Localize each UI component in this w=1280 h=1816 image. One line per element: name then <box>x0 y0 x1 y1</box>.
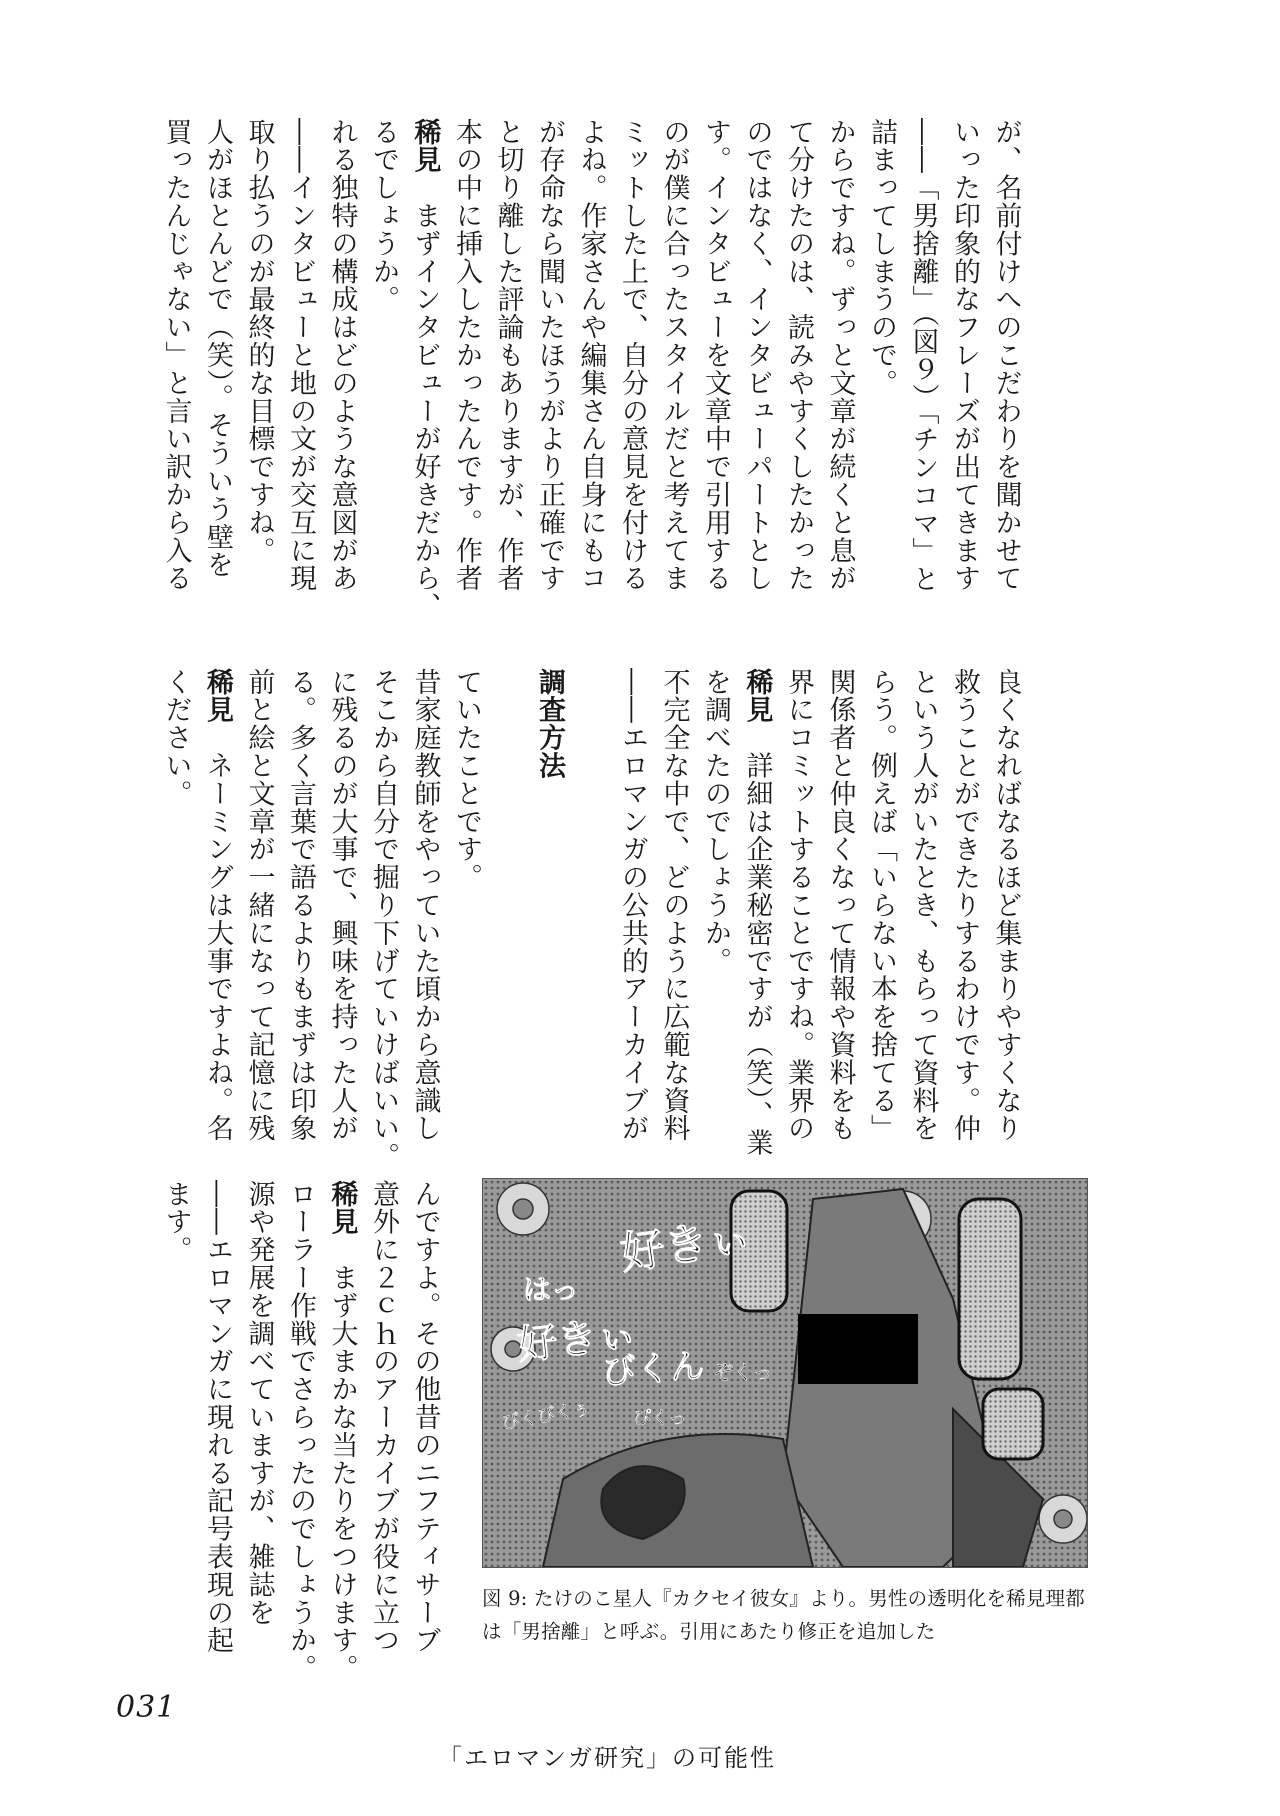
text-line <box>570 668 612 1128</box>
text-line: 稀見 まずインタビューが好きだから、 <box>409 118 441 621</box>
page-number: 031 <box>116 1690 177 1725</box>
censor-bar <box>798 1314 918 1384</box>
text-line: のが僕に合ったスタイルだと考えてま <box>658 118 690 593</box>
text-line: が存命なら聞いたほうがより正確です <box>534 118 565 593</box>
middle-text-block <box>155 668 1027 1171</box>
text-line: 稀見 詳細は企業秘密ですが（笑）、業 <box>741 668 773 1157</box>
text-line: 本の中に挿入したかったんです。作者 <box>451 118 482 593</box>
text-line: ていたことです。 <box>451 668 482 892</box>
text-line: ――エロマンガに現れる記号表現の起 <box>202 1180 233 1655</box>
text-line: が、名前付けへのこだわりを聞かせて <box>990 118 1022 593</box>
text-line: ――エロマンガの公共的アーカイブが <box>617 668 648 1143</box>
text-line: 意外に２ｃｈのアーカイブが役に立つ <box>368 1180 399 1655</box>
text-line: 詰まってしまうので。 <box>866 118 897 397</box>
sfx-text: ぴくっ <box>633 1408 687 1429</box>
text-line: ください。 <box>160 668 192 808</box>
text-line: 源や発展を調べていますが、雑誌を <box>243 1180 275 1627</box>
text-line: れる独特の構成はどのような意図があ <box>326 118 358 593</box>
text-line: ――インタビューと地の文が交互に現 <box>285 118 316 593</box>
text-line: という人がいたとき、もらって資料を <box>907 668 939 1143</box>
text-line: 取り払うのが最終的な目標ですね。 <box>243 118 275 565</box>
text-line: 界にコミットすることですね。業界の <box>783 668 814 1143</box>
figure-caption <box>482 1582 1092 1648</box>
text-line: 稀見 まず大まかな当たりをつけます。 <box>326 1180 358 1683</box>
text-line: 関係者と仲良くなって情報や資料をも <box>824 668 856 1143</box>
running-title: 「エロマンガ研究」の可能性 <box>438 1744 776 1772</box>
text-line: 前と絵と文章が一緒になって記憶に残 <box>243 668 275 1143</box>
text-line: に残るのが大事で、興味を持った人が <box>326 668 358 1143</box>
sfx-text: はっ <box>523 1273 580 1306</box>
sfx-text: びくびくぅ <box>500 1397 593 1434</box>
text-line <box>487 668 529 1128</box>
text-line: ――「男捨離」（図９）「チンコマ」と <box>907 118 939 594</box>
text-line: と切り離した評論もありますが、作者 <box>492 118 524 593</box>
text-line: て分けたのは、読みやすくしたかった <box>783 118 814 593</box>
text-line: す。インタビューを文章中で引用する <box>700 118 731 593</box>
manga-illustration <box>483 1179 1087 1567</box>
sfx-text: びくん <box>600 1345 706 1393</box>
text-line: るでしょうか。 <box>368 118 399 314</box>
text-line: 買ったんじゃない」と言い訳から入る <box>160 118 192 593</box>
manga-figure <box>482 1178 1088 1568</box>
text-line: からですね。ずっと文章が続くと息が <box>824 118 856 593</box>
text-line: のではなく、インタビューパートとし <box>741 118 773 593</box>
text-line: る。多く言葉で語るよりもまずは印象 <box>285 668 316 1143</box>
text-line: らう。例えば「いらない本を捨てる」 <box>866 668 897 1143</box>
caption-line: は「男捨離」と呼ぶ。引用にあたり修正を追加した <box>482 1620 936 1643</box>
text-line: んですよ。その他昔のニフティサーブ <box>409 1180 441 1655</box>
text-line: 不完全な中で、どのように広範な資料 <box>658 668 690 1143</box>
caption-line: 図 9: たけのこ星人『カクセイ彼女』より。男性の透明化を稀見理都 <box>482 1587 1085 1610</box>
text-line: 昔家庭教師をやっていた頃から意識し <box>409 668 441 1143</box>
text-line: 稀見 ネーミングは大事ですよね。名 <box>202 668 233 1143</box>
bottom-text-block <box>155 1180 446 1683</box>
text-line: いった印象的なフレーズが出てきます <box>949 118 980 593</box>
text-line: そこから自分で掘り下げていけばいい。 <box>368 668 399 1171</box>
text-line: ます。 <box>160 1180 192 1264</box>
text-line: ミットした上で、自分の意見を付ける <box>617 118 648 593</box>
sfx-text: ぞくっ <box>713 1360 773 1384</box>
text-line: よね。作家さんや編集さん自身にもコ <box>575 118 607 593</box>
text-line: を調べたのでしょうか。 <box>700 668 731 975</box>
text-line: 調査方法 <box>534 668 565 780</box>
text-line: 良くなればなるほど集まりやすくなり <box>990 668 1022 1143</box>
text-line: 救うことができたりするわけです。仲 <box>949 668 980 1143</box>
top-text-block <box>155 118 1027 638</box>
text-line: ローラー作戦でさらったのでしょうか。 <box>285 1180 316 1683</box>
sfx-text: 好きぃ <box>515 1310 640 1369</box>
text-line: 人がほとんどで（笑）。そういう壁を <box>202 118 233 579</box>
sfx-text: 好きぃ <box>617 1211 756 1280</box>
